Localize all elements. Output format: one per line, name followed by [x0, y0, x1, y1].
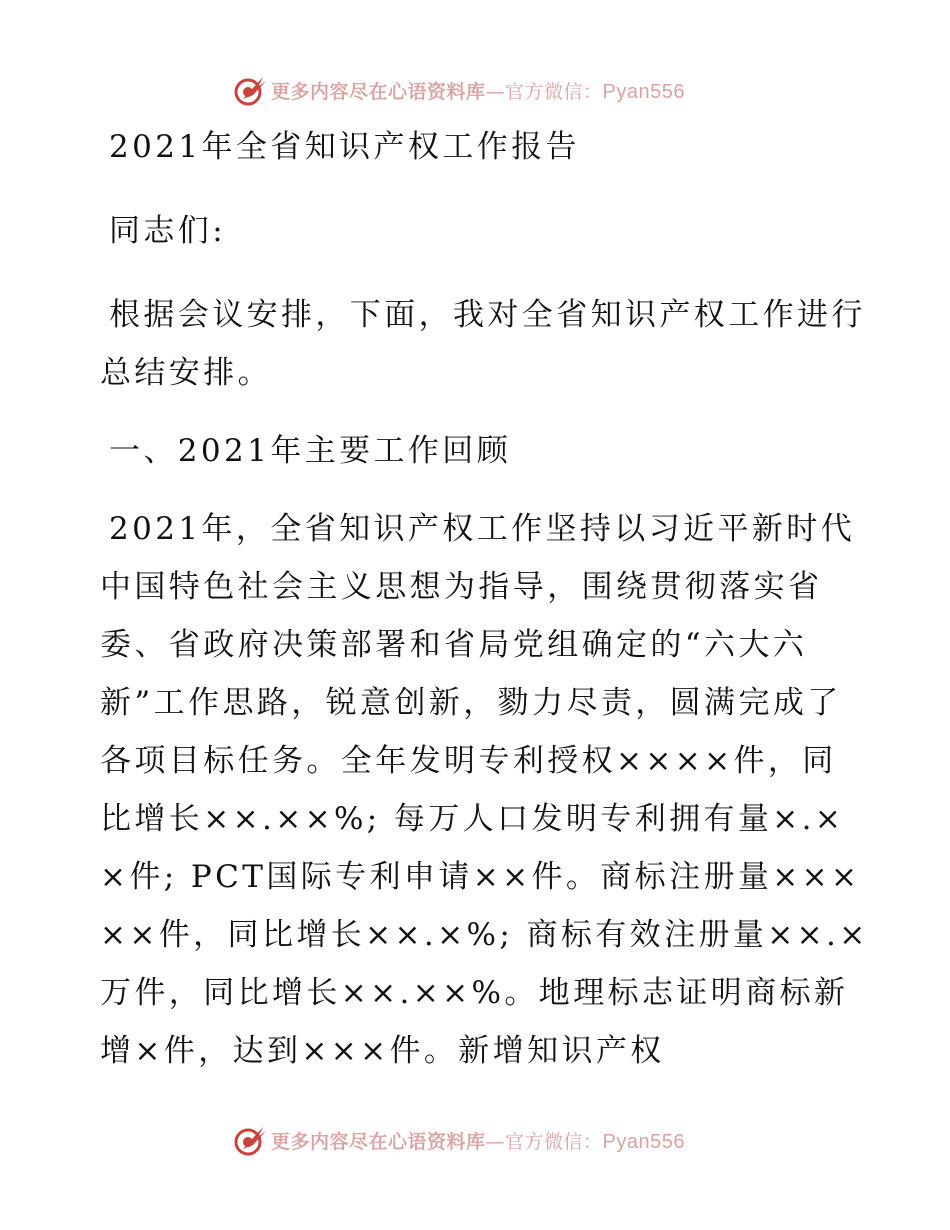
section-paragraph: 2021年，全省知识产权工作坚持以习近平新时代中国特色社会主义思想为指导，围绕贯彻落实省委、省政府决策部署和省局党组确定的“六大六新”工作思路，锐意创新，勠力尽责，圆满完成了各项目标任务。全年发明专利授权××××件，同比增长××.××%; 每万人口发明专利拥有量×.××件; PCT国际专利申请××件。商标注册量×××××件，同比增长××.×%; 商标有效注册量××.×万件，同比增长××.××%。地理标志证明商标新增×件，达到×××件。新增知识产权: [100, 511, 869, 1069]
section-heading: 一、2021年主要工作回顾: [109, 433, 512, 469]
watermark-dash: —: [485, 1130, 506, 1153]
watermark-site: 更多内容尽在心语资料库: [271, 80, 486, 103]
watermark-text: [271, 1127, 685, 1154]
document-title: 2021年全省知识产权工作报告: [109, 129, 580, 165]
watermark-text: [271, 77, 685, 104]
greeting: 同志们:: [109, 213, 227, 249]
watermark-wechat-id: Pyan556: [602, 80, 685, 103]
watermark-official: 官方微信：: [505, 1130, 603, 1153]
watermark-header: [233, 72, 685, 108]
quill-logo-icon: [233, 73, 267, 107]
quill-logo-icon: [233, 1123, 267, 1157]
watermark-wechat-id: Pyan556: [602, 1130, 685, 1153]
intro-paragraph: 根据会议安排，下面，我对全省知识产权工作进行总结安排。: [100, 297, 866, 391]
document-body: [100, 118, 870, 1080]
watermark-footer: [233, 1122, 685, 1158]
watermark-official: 官方微信：: [505, 80, 603, 103]
watermark-site: 更多内容尽在心语资料库: [271, 1130, 486, 1153]
watermark-dash: —: [485, 80, 506, 103]
